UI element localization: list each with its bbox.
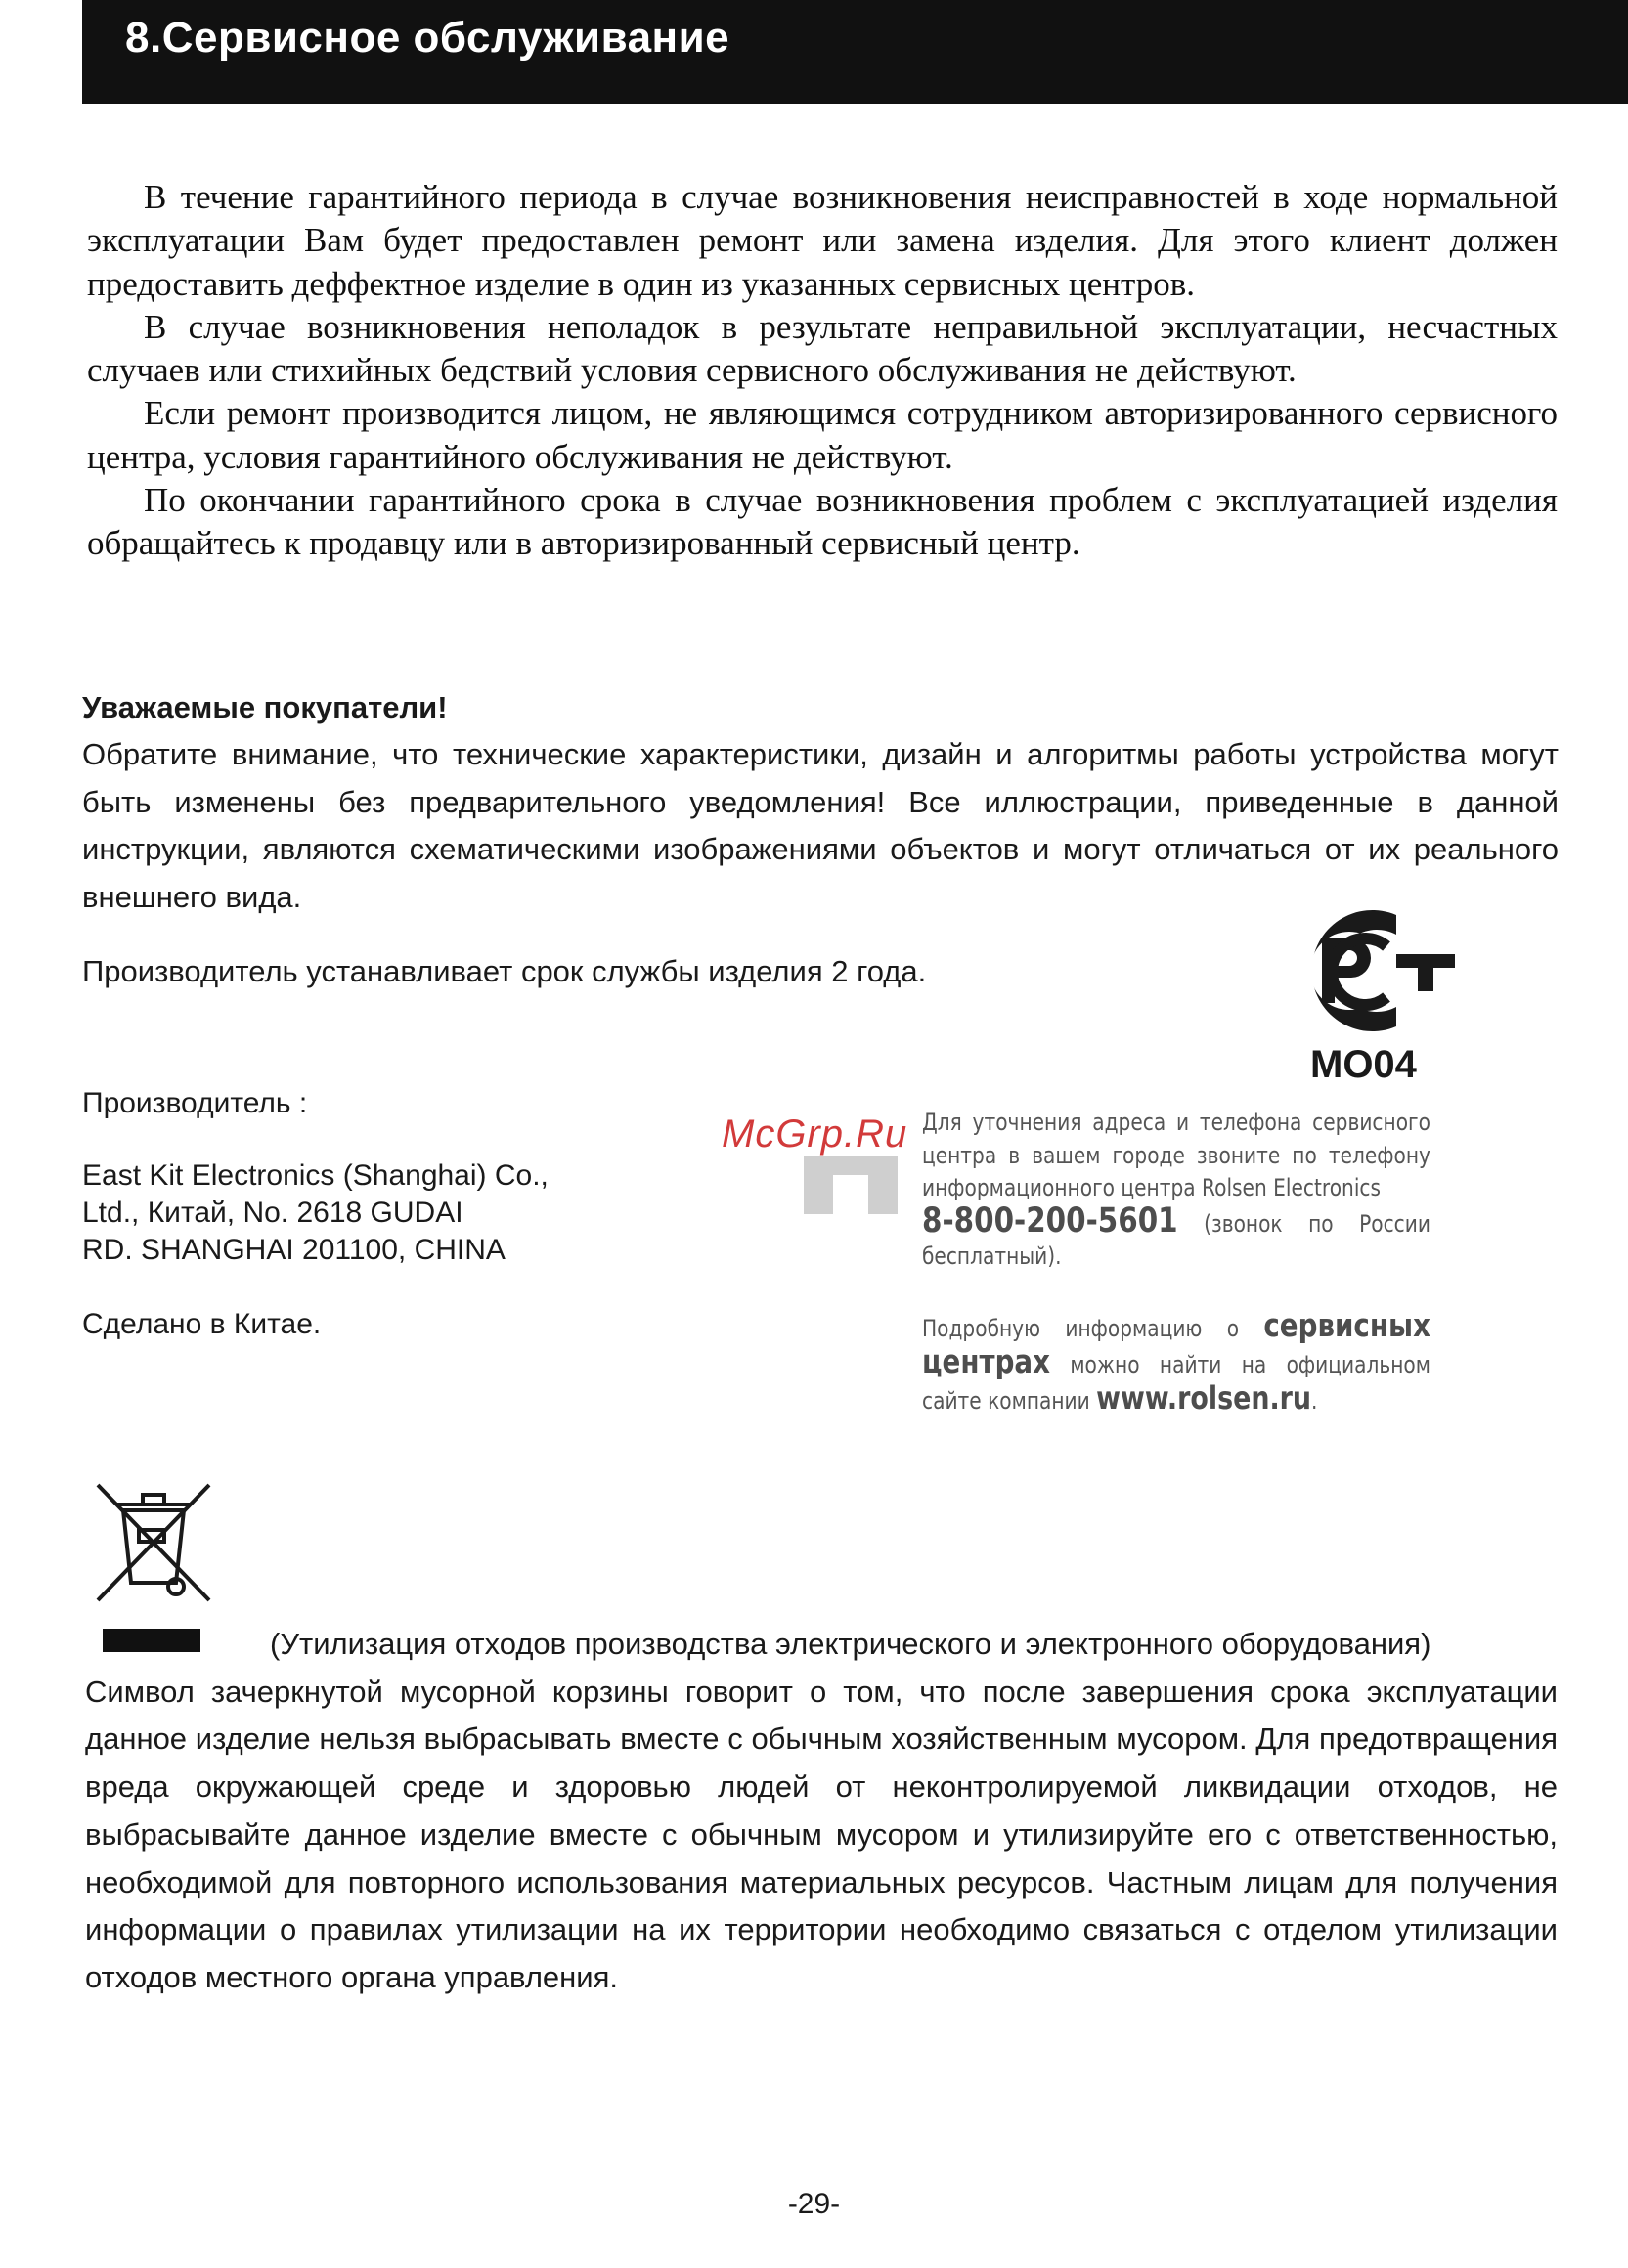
service-life-statement: Производитель устанавливает срок службы изделия 2 года.: [82, 954, 927, 988]
service-more-bold: сервисных центрах: [922, 1305, 1430, 1380]
manufacturer-address-line: Ltd., Китай, No. 2618 GUDAI: [82, 1197, 463, 1229]
service-more-middle: можно найти на официальном сайте компании: [922, 1351, 1430, 1415]
service-center-info: [922, 1107, 1430, 1418]
warranty-paragraph: Если ремонт производится лицом, не являющимся сотрудником авторизированного сервисного центра, условия гарантийного обслуживания не действуют.: [87, 394, 1558, 476]
warranty-paragraph: В течение гарантийного периода в случае возникновения неисправностей в ходе нормальной эксплуатации Вам будет предоставлен ремонт или замена изделия. Для этого клиент должен предоставить деффектное изделие в один из указанных сервисных центров.: [87, 178, 1558, 303]
recycling-text: [85, 1621, 1558, 2002]
customer-notice: [82, 684, 1559, 922]
manufacturer-label: Производитель :: [82, 1087, 308, 1119]
manufacturer-block: [82, 1085, 549, 1343]
watermark-text: McGrp.Ru: [722, 1112, 908, 1156]
warranty-paragraph: По окончании гарантийного срока в случае возникновения проблем с эксплуатацией изделия обращайтесь к продавцу или в авторизированный сервисный центр.: [87, 481, 1558, 563]
service-phone: 8-800-200-5601: [922, 1200, 1178, 1241]
service-phone-note: (звонок по России бесплатный).: [922, 1209, 1430, 1270]
service-intro: Для уточнения адреса и телефона сервисного центра в вашем городе звоните по телефону информационного центра Rolsen Electronics: [922, 1109, 1430, 1201]
warranty-text: [87, 176, 1558, 566]
section-title: 8.Сервисное обслуживание: [125, 14, 730, 62]
notice-text: Обратите внимание, что технические характеристики, дизайн и алгоритмы работы устройства могут быть изменены без предварительного уведомления! Все иллюстрации, приведенные в данной инструкции, являются схематическими изображениями объектов и могут отличаться от их реального внешнего вида.: [82, 737, 1559, 915]
service-site-suffix: .: [1311, 1386, 1318, 1415]
recycling-body: Символ зачеркнутой мусорной корзины говорит о том, что после завершения срока эксплуатации данное изделие нельзя выбрасывать вместе с обычным хозяйственным мусором. Для предотвращения вреда окружающей среде и здоровью людей от неконтролируемой ликвидации отходов, не выбрасывайте данное изделие вместе с обычным мусором и утилизируйте его с ответственностью, необходимой для повторного использования материальных ресурсов. Частным лицам для получения информации о правилах утилизации на их территории необходимо связаться с отделом утилизации отходов местного органа управления.: [85, 1674, 1558, 1994]
made-in-label: Сделано в Китае.: [82, 1308, 322, 1340]
warranty-paragraph: В случае возникновения неполадок в результате неправильной эксплуатации, несчастных случаев или стихийных бедствий условия сервисного обслуживания не действуют.: [87, 307, 1558, 390]
page-number: -29-: [787, 2188, 841, 2220]
service-website: www.rolsen.ru: [1096, 1378, 1312, 1417]
manufacturer-address-line: East Kit Electronics (Shanghai) Co.,: [82, 1159, 549, 1192]
recycling-title: (Утилизация отходов производства электрического и электронного оборудования): [270, 1627, 1431, 1661]
watermark-icon: [804, 1156, 898, 1214]
section-header: [82, 0, 1628, 104]
manufacturer-address-line: RD. SHANGHAI 201100, CHINA: [82, 1234, 506, 1266]
rst-certification-logo: [1281, 907, 1457, 1034]
certification-code: МО04: [1310, 1043, 1417, 1086]
notice-heading: Уважаемые покупатели!: [82, 690, 448, 724]
service-more-prefix: Подробную информацию о: [922, 1314, 1240, 1342]
crossed-bin-icon: [94, 1481, 213, 1604]
